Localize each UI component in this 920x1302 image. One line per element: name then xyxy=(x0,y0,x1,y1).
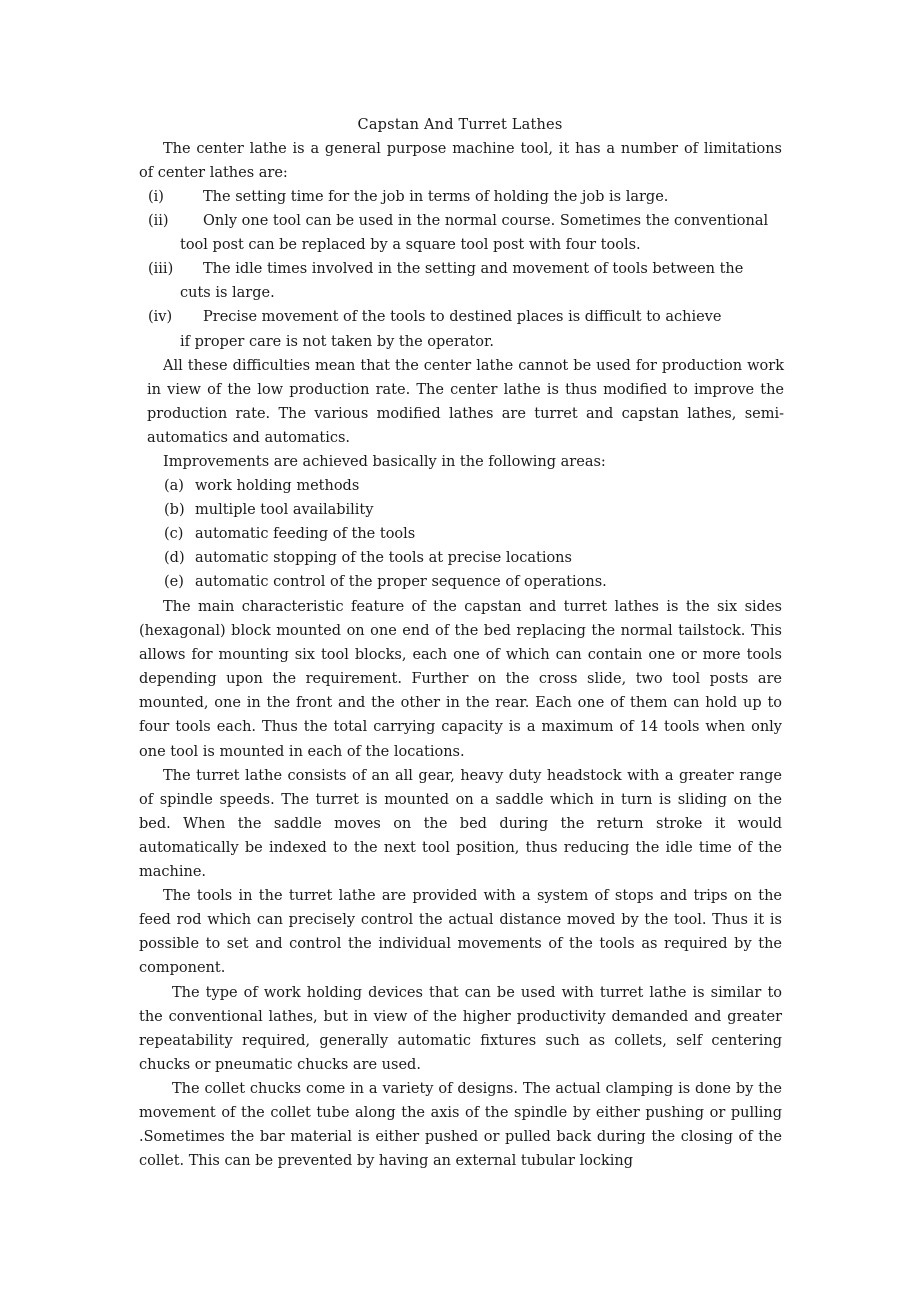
document-title: Capstan And Turret Lathes xyxy=(357,117,563,133)
list-item-text: automatic stopping of the tools at precise locations xyxy=(195,550,572,567)
list-item xyxy=(139,185,782,209)
list-item xyxy=(139,305,782,353)
paragraph-collet-chucks: The collet chucks come in a variety of designs. The actual clamping is done by the movement of the collet tube along the axis of the spindle by either pushing or pulling .Sometimes the bar material is either pushed or pulled back during the closing of the collet. This can be prevented by having an external tubular locking xyxy=(139,1080,782,1170)
intro-paragraph xyxy=(139,137,782,185)
list-item-line: The setting time for the job in terms of holding the job is large. xyxy=(203,189,669,205)
list-marker: (i) xyxy=(148,189,164,205)
list-item xyxy=(164,546,607,570)
limitations-list xyxy=(139,185,782,354)
list-item xyxy=(139,209,782,257)
improvements-list xyxy=(164,474,607,594)
list-item-line: The idle times involved in the setting and movement of tools between the xyxy=(203,261,744,278)
list-item xyxy=(164,498,607,522)
paragraph-work-holding: The type of work holding devices that can be used with turret lathe is similar to the conventional lathes, but in view of the higher productivity demanded and greater repeatability required, generally automatic fixtures such as collets, self centering chucks or pneumatic chucks are used. xyxy=(139,984,782,1073)
improvements-heading: Improvements are achieved basically in the following areas: xyxy=(163,454,606,470)
list-marker: (c) xyxy=(164,526,184,543)
list-marker: (a) xyxy=(164,478,184,494)
list-item-text: automatic control of the proper sequence of operations. xyxy=(195,574,607,591)
list-marker: (iv) xyxy=(148,309,173,326)
list-item-text: automatic feeding of the tools xyxy=(195,526,416,543)
body-text xyxy=(139,595,782,1173)
list-item-line: Precise movement of the tools to destined places is difficult to achieve xyxy=(203,309,722,326)
list-marker: (d) xyxy=(164,550,185,567)
list-item-text xyxy=(180,209,782,257)
paragraph-turret-feature: The main characteristic feature of the capstan and turret lathes is the six sides (hexagonal) block mounted on one end of the bed replacing the normal tailstock. This allows for mounting six tool blocks, each one of which can contain one or more tools depending upon the requirement. Further on the cross slide, two tool posts are mounted, one in the front and the other in the rear. Each one of them can hold up to four tools each. Thus the total carrying capacity is a maximum of 14 tools when only one tool is mounted in each of the locations. xyxy=(139,599,782,760)
list-marker: (b) xyxy=(164,502,185,519)
list-item xyxy=(164,474,607,498)
list-item xyxy=(164,570,607,594)
list-item-continuation: tool post can be replaced by a square tool post with four tools. xyxy=(180,237,641,254)
list-marker: (ii) xyxy=(148,213,169,230)
list-marker: (e) xyxy=(164,574,184,591)
list-item-text: work holding methods xyxy=(195,478,360,494)
list-item-line: Only one tool can be used in the normal course. Sometimes the conventional xyxy=(203,213,769,230)
list-item-text xyxy=(203,185,782,209)
list-marker: (iii) xyxy=(148,261,174,278)
list-item-text xyxy=(180,305,782,353)
list-item-continuation: cuts is large. xyxy=(180,285,275,302)
list-item-text xyxy=(180,257,782,305)
list-item-text: multiple tool availability xyxy=(195,502,374,519)
list-item xyxy=(139,257,782,305)
paragraph-turret-headstock: The turret lathe consists of an all gear, heavy duty headstock with a greater range of spindle speeds. The turret is mounted on a saddle which in turn is sliding on the bed. When the saddle moves on the bed during the return stroke it would automatically be indexed to the next tool position, thus reducing the idle time of the machine. xyxy=(139,767,782,881)
list-item-continuation: if proper care is not taken by the operator. xyxy=(180,333,494,350)
paragraph-stops-trips: The tools in the turret lathe are provided with a system of stops and trips on the feed rod which can precisely control the actual distance moved by the tool. Thus it is possible to set and control the individual movements of the tools as required by the component. xyxy=(139,888,782,977)
intro-text: The center lathe is a general purpose machine tool, it has a number of limitations of center lathes are: xyxy=(139,141,782,182)
list-item xyxy=(164,522,607,546)
difficulties-paragraph: All these difficulties mean that the center lathe cannot be used for production work in view of the low production rate. The center lathe is thus modified to improve the production rate. The various modified lathes are turret and capstan lathes, semi-automatics and automatics. xyxy=(147,358,784,447)
